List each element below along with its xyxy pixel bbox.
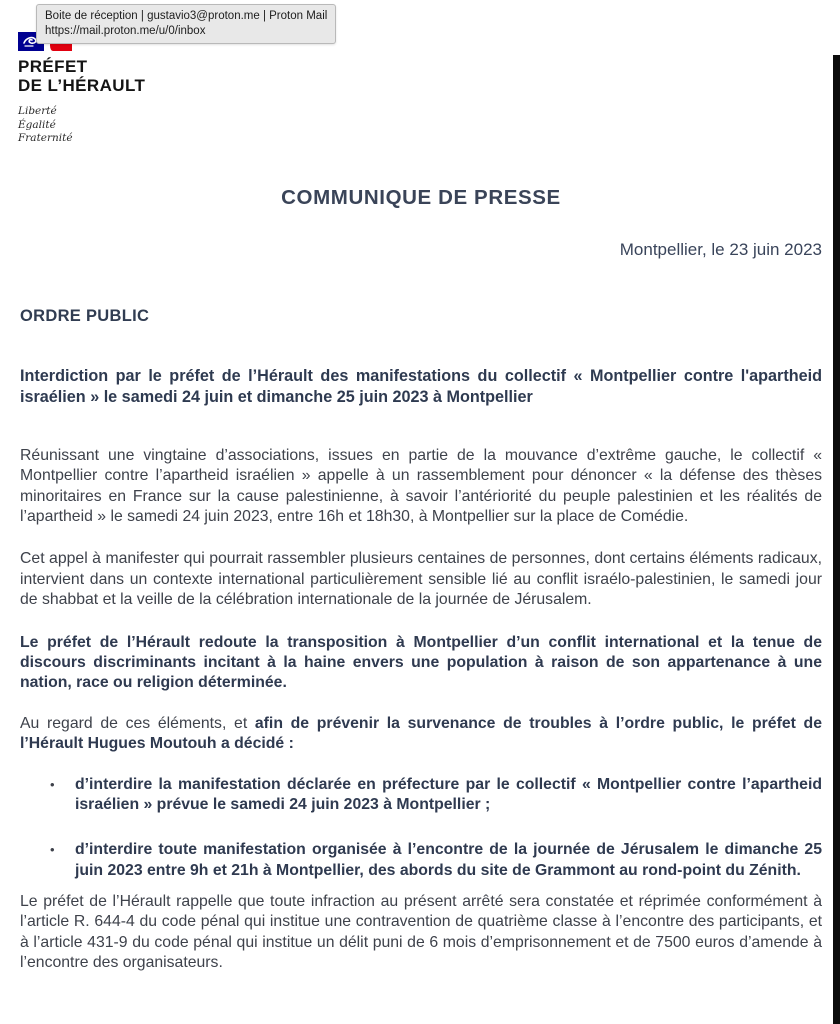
paragraph-4	[20, 714, 822, 755]
dateline: Montpellier, le 23 juin 2023	[619, 240, 822, 260]
decision-item-1	[20, 775, 822, 817]
prefecture-name-line2: DE L’HÉRAULT	[18, 76, 146, 95]
motto-liberte: Liberté	[18, 105, 57, 117]
prefecture-logo	[18, 32, 145, 146]
bullet-icon: •	[50, 842, 55, 858]
browser-tooltip	[36, 4, 336, 44]
paragraph-2: Cet appel à manifester qui pourrait rassembler plusieurs centaines de personnes, dont certains éléments radicaux, intervient dans un contexte international particulièrement sensible lié au conflit israélo-palestinien, le samedi jour de shabbat et la veille de la célébration internationale de la journée de Jérusalem.	[20, 550, 822, 609]
bullet-icon: •	[50, 776, 55, 792]
section-heading: ORDRE PUBLIC	[20, 306, 150, 325]
paragraph-1: Réunissant une vingtaine d’associations, issues en partie de la mouvance d’extrême gauche, le collectif « Montpellier contre l’apartheid israélien » appelle à un rassemblement pour dénoncer « la défense des thèses minoritaires en France sur la cause palestinienne, à savoir l’antériorité du peuple palestinien et les réalités de l’apartheid » le samedi 24 juin 2023, entre 16h et 18h30, à Montpellier sur la place de Comédie.	[20, 446, 822, 526]
decision-item-2-text: d’interdire toute manifestation organisée à l’encontre de la journée de Jérusalem le dimanche 25 juin 2023 entre 9h et 21h à Montpellier, des abords du site de Grammont au rond-point du Zénith.	[75, 841, 822, 880]
motto	[18, 105, 145, 146]
tooltip-title: Boite de réception | gustavio3@proton.me | Proton Mail	[45, 10, 328, 22]
paragraph-3: Le préfet de l’Hérault redoute la transposition à Montpellier d’un conflit international et la tenue de discours discriminants incitant à la haine envers une population à raison de son appartenance à une nation, race ou religion déterminée.	[20, 633, 822, 692]
decision-item-1-text: d’interdire la manifestation déclarée en préfecture par le collectif « Montpellier contre l’apartheid israélien » prévue le samedi 24 juin 2023 à Montpellier ;	[75, 775, 822, 814]
paragraph-4-bold: afin de prévenir la survenance de troubles à l’ordre public, le préfet de l’Hérault Hugues Moutouh a décidé :	[20, 714, 822, 753]
motto-egalite: Égalité	[18, 118, 56, 131]
decision-item-2	[20, 840, 822, 882]
decision-list	[20, 775, 822, 882]
motto-fraternite: Fraternité	[18, 132, 73, 144]
press-release	[0, 188, 840, 974]
paragraph-4-regular: Au regard de ces éléments, et	[20, 714, 255, 732]
document-title: COMMUNIQUE DE PRESSE	[281, 186, 561, 209]
tooltip-url: https://mail.proton.me/u/0/inbox	[45, 24, 206, 37]
prefecture-name-line1: PRÉFET	[18, 57, 88, 76]
paragraph-5: Le préfet de l’Hérault rappelle que toute infraction au présent arrêté sera constatée et réprimée conformément à l’article R. 644-4 du code pénal qui institue une contravention de quatrième classe à l’encontre des participants, et à l’article 431-9 du code pénal qui institue un délit puni de 6 mois d’emprisonnement et de 7500 euros d’amende à l’encontre des organisateurs.	[20, 892, 822, 972]
headline: Interdiction par le préfet de l’Hérault des manifestations du collectif « Montpellier contre l'apartheid israélien » le samedi 24 juin et dimanche 25 juin 2023 à Montpellier	[20, 367, 822, 407]
